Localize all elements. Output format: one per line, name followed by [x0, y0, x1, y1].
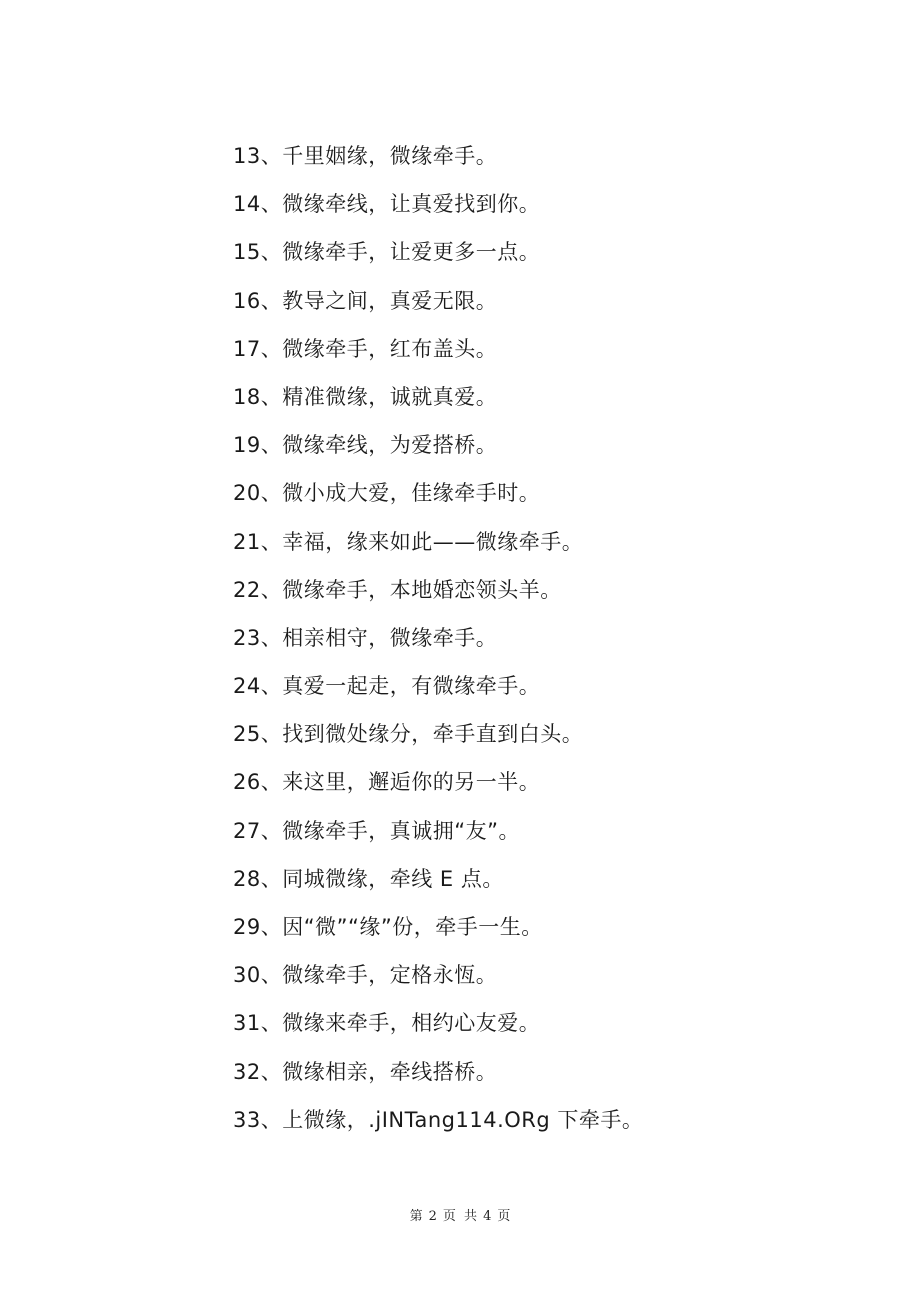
list-item: 18、精准微缘，诚就真爱。 — [233, 384, 498, 409]
list-item: 24、真爱一起走，有微缘牵手。 — [233, 674, 541, 699]
list-item: 28、同城微缘，牵线 E 点。 — [233, 866, 504, 891]
list-item: 21、幸福，缘来如此——微缘牵手。 — [233, 529, 584, 554]
slogan-list — [233, 134, 873, 1146]
list-item: 14、微缘牵线，让真爱找到你。 — [233, 192, 541, 217]
footer-label-end: 页 — [497, 1209, 511, 1224]
list-item: 31、微缘来牵手，相约心友爱。 — [233, 1011, 541, 1036]
list-item: 20、微小成大爱，佳缘牵手时。 — [233, 481, 541, 506]
list-item: 32、微缘相亲，牵线搭桥。 — [233, 1059, 498, 1084]
list-item: 17、微缘牵手，红布盖头。 — [233, 336, 498, 361]
list-item: 13、千里姻缘，微缘牵手。 — [233, 144, 498, 168]
list-item: 23、相亲相守，微缘牵手。 — [233, 625, 498, 650]
page-footer — [0, 1205, 920, 1224]
list-item: 16、教导之间，真爱无限。 — [233, 288, 498, 313]
footer-label-page: 第 — [409, 1209, 423, 1224]
list-item: 26、来这里，邂逅你的另一半。 — [233, 770, 541, 795]
footer-total-pages: 4 — [483, 1209, 492, 1224]
list-item: 29、因“微”“缘”份，牵手一生。 — [233, 915, 543, 939]
list-item: 25、找到微处缘分，牵手直到白头。 — [233, 722, 584, 747]
footer-current-page: 2 — [428, 1209, 437, 1224]
list-item: 15、微缘牵手，让爱更多一点。 — [233, 240, 541, 265]
list-item: 27、微缘牵手，真诚拥“友”。 — [233, 818, 520, 843]
list-item: 22、微缘牵手，本地婚恋领头羊。 — [233, 577, 562, 602]
list-item: 30、微缘牵手，定格永恆。 — [233, 963, 498, 988]
list-item: 33、上微缘，.jINTang114.ORg 下牵手。 — [233, 1107, 644, 1132]
list-item: 19、微缘牵线，为爱搭桥。 — [233, 433, 498, 458]
footer-label-of: 页 共 — [442, 1209, 478, 1224]
